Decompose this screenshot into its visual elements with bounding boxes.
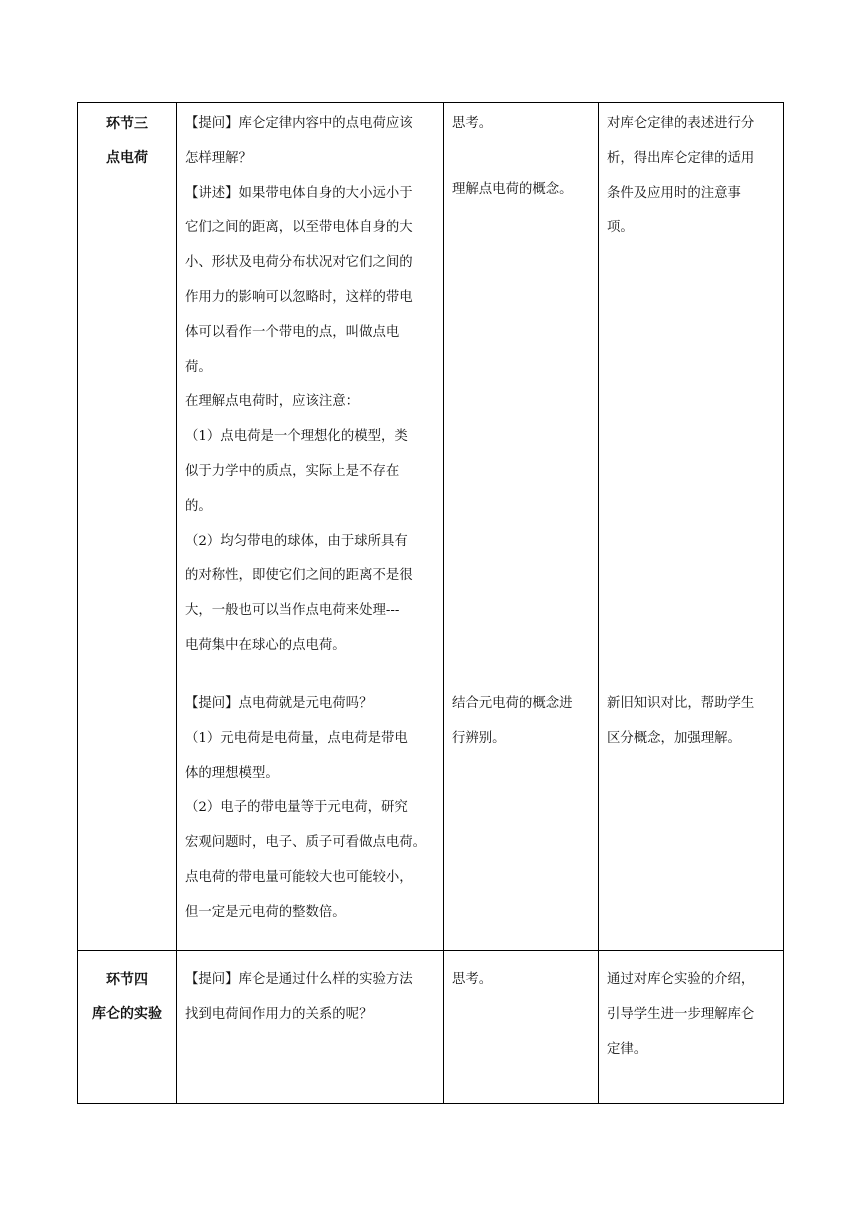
teacher-activity-cell: [177, 103, 444, 951]
section-subtitle: 点电荷: [106, 150, 148, 166]
text-line: （2）均匀带电的球体，由于球所具有: [185, 533, 408, 549]
text-line: 项。: [607, 220, 634, 236]
text-line: 理解点电荷的概念。: [452, 182, 573, 197]
teacher-activity-cell: [177, 951, 444, 1104]
text-line: 结合元电荷的概念进: [452, 696, 573, 711]
text-line: 找到电荷间作用力的关系的呢？: [185, 1006, 373, 1022]
text-line: （1）元电荷是电荷量，点电荷是带电: [185, 730, 408, 746]
text-line: 荷。: [185, 359, 212, 375]
text-line: 作用力的影响可以忽略时，这样的带电: [185, 289, 413, 305]
text-line: 思考。: [452, 116, 493, 131]
text-line: 但一定是元电荷的整数倍。: [185, 904, 346, 920]
text-line: 它们之间的距离，以至带电体自身的大: [185, 220, 413, 236]
text-line: 【提问】库仑定律内容中的点电荷应该: [185, 116, 413, 131]
text-line: 小、形状及电荷分布状况对它们之间的: [185, 255, 413, 271]
teacher-activity-block: [185, 963, 437, 1033]
student-activity-c: [452, 687, 592, 757]
text-line: 引导学生进一步理解库仑: [607, 1006, 755, 1022]
text-line: 【提问】点电荷就是元电荷吗？: [185, 696, 373, 711]
text-line: 体可以看作一个带电的点，叫做点电: [185, 324, 400, 340]
design-intent: [607, 963, 777, 1067]
design-intent-b: [607, 687, 777, 757]
design-intent-a: [607, 107, 777, 246]
student-activity-a: [452, 107, 592, 142]
text-line: 的对称性，即使它们之间的距离不是很: [185, 568, 413, 584]
text-line: 【提问】库仑是通过什么样的实验方法: [185, 972, 413, 987]
text-line: 点电荷的带电量可能较大也可能较小，: [185, 869, 413, 885]
text-line: （2）电子的带电量等于元电荷，研究: [185, 800, 408, 816]
design-intent-cell: [599, 103, 784, 951]
text-line: 新旧知识对比，帮助学生: [607, 696, 755, 711]
text-line: 大，一般也可以当作点电荷来处理---: [185, 603, 400, 619]
design-intent-cell: [599, 951, 784, 1104]
lesson-plan-table: [77, 102, 784, 1104]
text-line: 体的理想模型。: [185, 765, 279, 781]
text-line: 思考。: [452, 972, 493, 987]
text-line: 在理解点电荷时，应该注意：: [185, 394, 360, 410]
text-line: 似于力学中的质点，实际上是不存在: [185, 463, 400, 479]
section-title: 环节四: [106, 972, 148, 988]
text-line: 定律。: [607, 1041, 648, 1057]
section-subtitle: 库仑的实验: [92, 1006, 162, 1022]
table-row: [78, 951, 784, 1104]
text-line: 对库仑定律的表述进行分: [607, 116, 755, 131]
text-line: 区分概念，加强理解。: [607, 730, 741, 746]
section-title: 环节三: [106, 116, 148, 132]
section-cell: [78, 103, 177, 951]
section-cell: [78, 951, 177, 1104]
student-activity-cell: [444, 951, 599, 1104]
text-line: 【讲述】如果带电体自身的大小远小于: [185, 185, 413, 201]
text-line: 条件及应用时的注意事: [607, 185, 741, 201]
student-activity-cell: [444, 103, 599, 951]
text-line: 析，得出库仑定律的适用: [607, 150, 755, 166]
text-line: 行辨别。: [452, 730, 506, 746]
text-line: （1）点电荷是一个理想化的模型，类: [185, 429, 408, 445]
teacher-activity-block-1: [185, 107, 437, 664]
teacher-activity-block-2: [185, 687, 437, 931]
text-line: 电荷集中在球心的点电荷。: [185, 637, 346, 653]
text-line: 通过对库仑实验的介绍，: [607, 972, 755, 987]
text-line: 的。: [185, 498, 212, 514]
student-activity: [452, 963, 592, 998]
text-line: 怎样理解？: [185, 150, 252, 166]
student-activity-b: [452, 173, 592, 208]
text-line: 宏观问题时，电子、质子可看做点电荷。: [185, 835, 427, 851]
table-row: [78, 103, 784, 951]
